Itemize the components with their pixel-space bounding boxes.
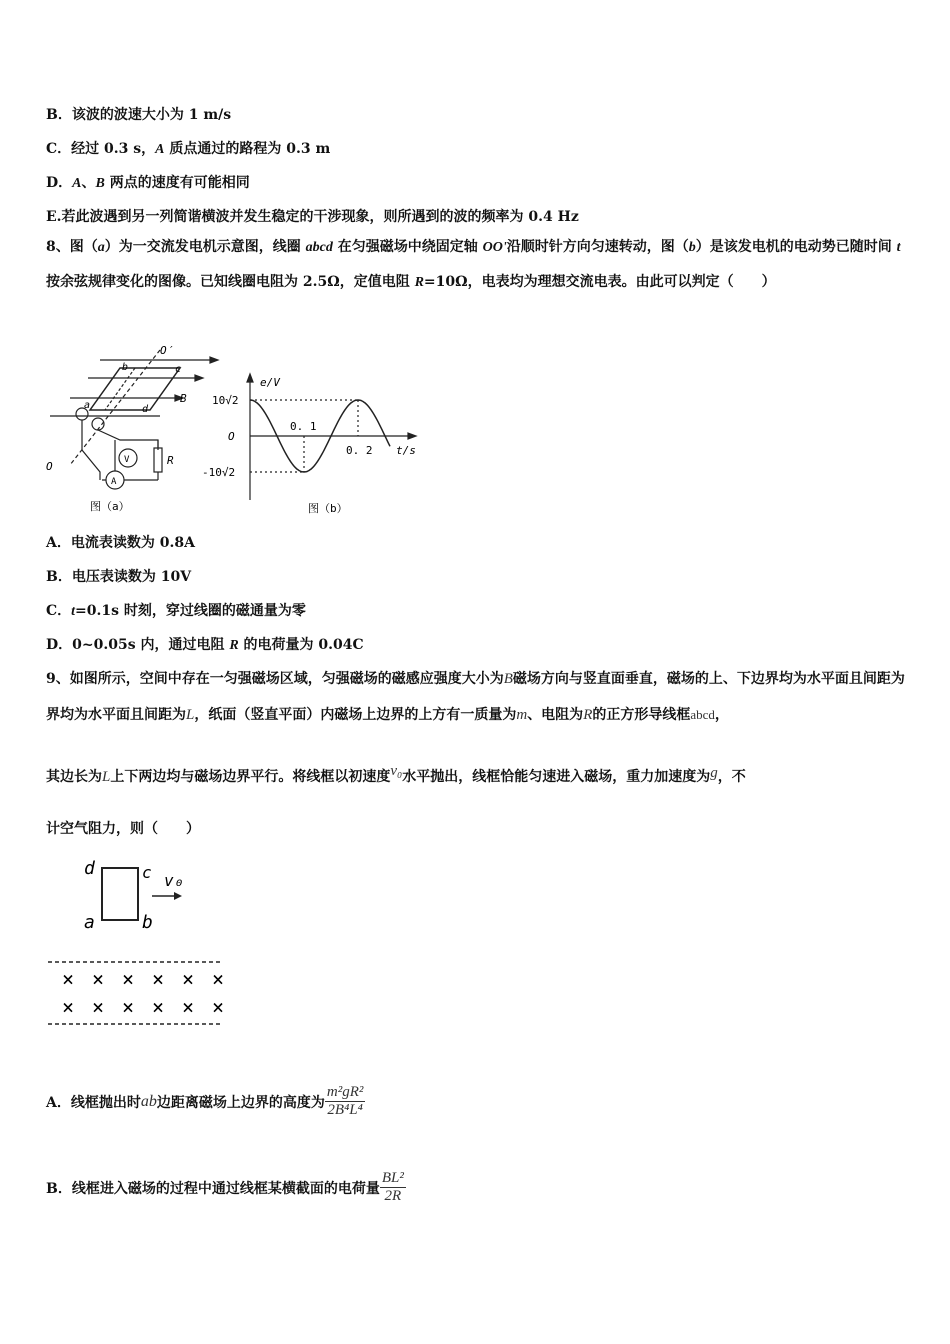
field-cross: × — [212, 995, 225, 1019]
q9-stem-line4: 计空气阻力，则（ ） — [46, 821, 200, 837]
field-cross: × — [122, 967, 135, 991]
q9-option-a: A．线框抛出时 ab 边距离磁场上边界的高度为 $\frac{\text{m²gR²}}{\text{2B⁴L⁴}}$ — [46, 1084, 364, 1118]
label-b: b — [142, 912, 153, 933]
label-field-b: B — [180, 392, 187, 405]
voltmeter-label: V — [124, 455, 130, 465]
label-d: d — [84, 858, 95, 879]
q7-option-d: D．A、B 两点的速度有可能相同 — [46, 175, 250, 191]
tick-0-2: 0. 2 — [346, 444, 373, 457]
y-axis-label: e/V — [260, 376, 280, 389]
q9-option-b: B．线框进入磁场的过程中通过线框某横截面的电荷量 $\frac{\text{BL²}}{2R}$ — [46, 1170, 404, 1204]
q7-option-e: E.若此波遇到另一列简谐横波并发生稳定的干涉现象，则所遇到的波的频率为 0.4 Hz — [46, 209, 579, 225]
label-b: b — [122, 362, 129, 373]
field-cross: × — [122, 995, 135, 1019]
field-cross: × — [152, 995, 165, 1019]
q9-stem-line3: 其边长为L上下两边均与磁场边界平行。将线框以初速度v₀水平抛出，线框恰能匀速进入磁场，重力加速度为g，不 — [46, 763, 746, 785]
q8-figure-b — [198, 370, 428, 520]
y-min-label: -10√2 — [202, 466, 236, 479]
q8-option-c: C．t=0.1s 时刻，穿过线圈的磁通量为零 — [46, 603, 306, 619]
field-cross: × — [62, 967, 75, 991]
q8-option-a: A．电流表读数为 0.8A — [46, 535, 195, 551]
q9-stem-line1: 9、如图所示，空间中存在一匀强磁场区域，匀强磁场的磁感应强度大小为B磁场方向与竖直面垂直，磁场的上、下边界均为水平面且间距为 — [46, 671, 905, 687]
q9-figure — [44, 852, 244, 1032]
q9-stem-line2: 界均为水平面且间距为L，纸面（竖直平面）内磁场上边界的上方有一质量为m、电阻为R的正方形导线框abcd， — [46, 707, 729, 723]
magnetic-field-crosses — [62, 967, 224, 1019]
label-c: c — [175, 364, 182, 375]
field-cross: × — [182, 967, 195, 991]
origin-label: O — [228, 430, 235, 443]
label-o-prime: O′ — [160, 344, 174, 357]
q9-option-a-fraction: $\frac{\text{m²gR²}}{\text{2B⁴L⁴}}$ — [326, 1084, 364, 1118]
label-resistor-r: R — [167, 454, 174, 467]
label-a: a — [84, 912, 95, 933]
q8-option-d: D．0~0.05s 内，通过电阻 R 的电荷量为 0.04C — [46, 637, 364, 653]
label-a: a — [84, 400, 91, 411]
label-d: d — [142, 404, 149, 415]
field-cross: × — [92, 967, 105, 991]
square-loop — [102, 868, 138, 920]
q8-figure-a — [40, 340, 220, 520]
field-cross: × — [182, 995, 195, 1019]
label-c: c — [142, 863, 152, 882]
y-max-label: 10√2 — [212, 394, 239, 407]
field-cross: × — [152, 967, 165, 991]
q8-option-b: B．电压表读数为 10V — [46, 569, 192, 585]
q9-option-b-fraction: $\frac{\text{BL²}}{2R}$ — [381, 1170, 404, 1204]
field-cross: × — [92, 995, 105, 1019]
x-axis-label: t/s — [396, 444, 416, 457]
label-o: O — [46, 460, 53, 473]
q7-option-b: B．该波的波速大小为 1 m/s — [46, 107, 232, 123]
figure-a-caption: 图（a） — [90, 500, 130, 513]
tick-0-1: 0. 1 — [290, 420, 317, 433]
ammeter-label: A — [111, 477, 117, 487]
figure-b-caption: 图（b） — [308, 502, 348, 515]
field-cross: × — [62, 995, 75, 1019]
label-v0: v₀ — [164, 871, 184, 890]
q7-option-c: C．经过 0.3 s，A 质点通过的路程为 0.3 m — [46, 141, 331, 157]
q8-stem: 8、图（a）为一交流发电机示意图，线圈 abcd 在匀强磁场中绕固定轴 OO'沿顺时针方向匀速转动，图（b）是该发电机的电动势已随时间 t 按余弦规律变化的图像。已知线圈电阻为 2.5Ω，定值电阻 R=10Ω，电表均为理想交流电表。由此可以判定（ ） — [46, 239, 901, 290]
field-cross: × — [212, 967, 225, 991]
